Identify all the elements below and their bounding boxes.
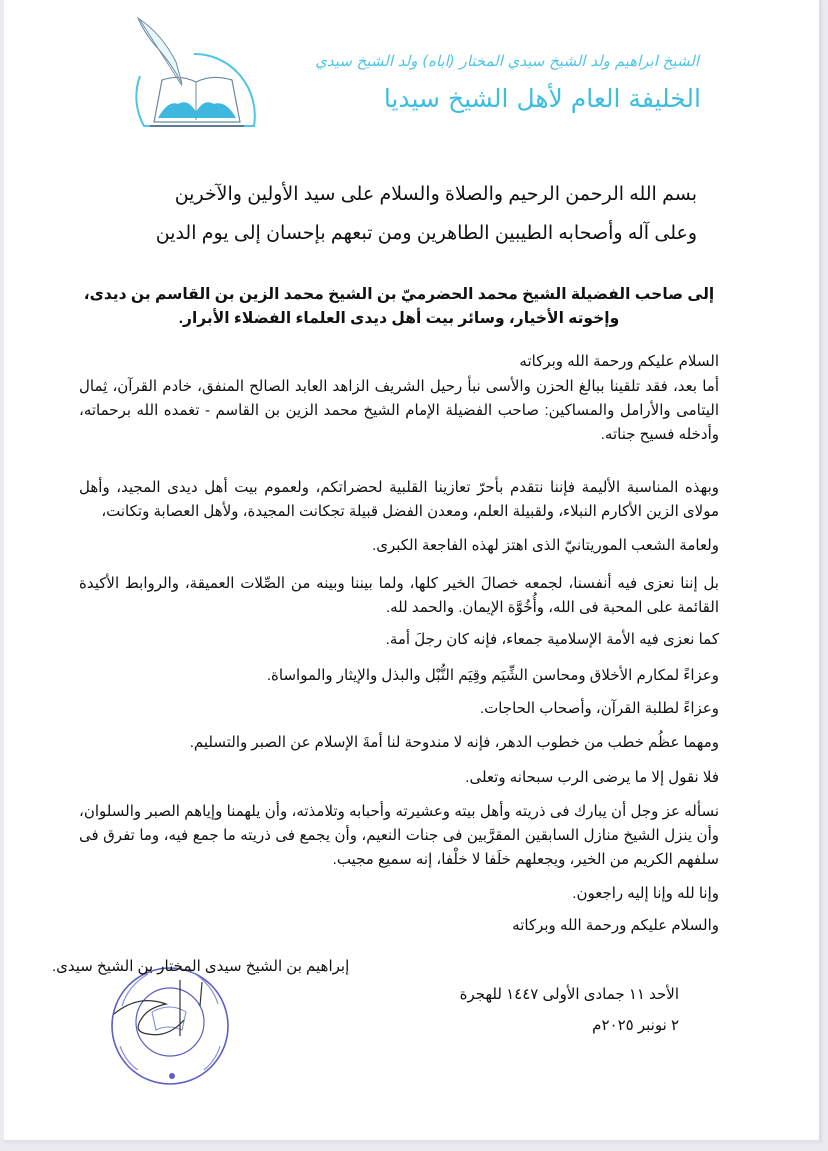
addressee: إلى صاحب الفضيلة الشيخ محمد الحضرميّ بن الشيخ محمد الزين بن القاسم بن ديدى، وإخوته الأخيار، وسائر بيت أهل ديدى العلماء الفضلاء الأبرار. bbox=[83, 286, 715, 327]
letter-page bbox=[4, 0, 821, 1142]
open-book-with-quill-icon bbox=[132, 14, 262, 132]
greeting: السلام عليكم ورحمة الله وبركاته bbox=[519, 353, 719, 370]
basmala-line-2: وعلى آله وأصحابه الطيبين الطاهرين ومن تبعهم بإحسان إلى يوم الدين bbox=[155, 223, 697, 244]
paragraph: نسأله عز وجل أن يبارك فى ذريته وأهل بيته وعشيرته وأحبابه وتلامذته، وأن يلهمنا وإياهم الصبر والسلوان، وأن ينزل الشيخ منازل السابقين المقرَّبين فى جنات النعيم، وأن يجمع فى ذريته ما جمع فيه، وما تفرق فى سلفهم الكريم من الخير، ويجعلهم خلَفا لا خلْفا، إنه سميع مجيب. bbox=[79, 803, 719, 868]
basmala-line-1: بسم الله الرحمن الرحيم والصلاة والسلام على سيد الأولين والآخرين bbox=[174, 184, 697, 205]
letterhead-title: الخليفة العام لأهل الشيخ سيديا bbox=[383, 84, 701, 113]
paragraph: فلا نقول إلا ما يرضى الرب سبحانه وتعلى. bbox=[465, 769, 719, 786]
letterhead-issuer-line: الشيخ ابراهيم ولد الشيخ سيدي المختار (اباه) ولد الشيخ سيدي bbox=[315, 52, 699, 70]
paragraph: بل إننا نعزى فيه أنفسنا، لجمعه خصالَ الخير كلها، ولما بيننا وبينه من الصِّلات العميقة، والروابط الأكيدة القائمة على المحبة فى الله، وأُخُوَّة الإيمان. والحمد لله. bbox=[79, 575, 719, 616]
paragraph: أما بعد، فقد تلقينا ببالغ الحزن والأسى نبأ رحيل الشريف الزاهد العابد الصالح المنفق، خادم القرآن، ثِمال اليتامى والأرامل والمساكين: صاحب الفضيلة الإمام الشيخ محمد الزين بن القاسم - تغمده الله برحماته، وأدخله فسيح جناته. bbox=[79, 378, 719, 443]
gregorian-date: ٢ نونبر ٢٠٢٥م bbox=[592, 1017, 679, 1034]
closing-greeting: والسلام عليكم ورحمة الله وبركاته bbox=[512, 917, 719, 934]
paragraph: وعزاءً لمكارم الأخلاق ومحاسن الشِّيَم وقِيَم النُّبْل والبذل والإيثار والمواساة. bbox=[266, 667, 719, 684]
hijri-date: الأحد ١١ جمادى الأولى ١٤٤٧ للهجرة bbox=[459, 986, 679, 1003]
paragraph: ولعامة الشعب الموريتانيّ الذى اهتز لهذه الفاجعة الكبرى. bbox=[372, 537, 719, 554]
paragraph: وإنا لله وإنا إليه راجعون. bbox=[572, 885, 719, 902]
signer-name: إبراهيم بن الشيخ سيدى المختار بن الشيخ سيدى. bbox=[52, 958, 350, 975]
paragraph: كما نعزى فيه الأمة الإسلامية جمعاء، فإنه كان رجلَ أمة. bbox=[385, 631, 719, 648]
paragraph: ومهما عظُم خطب من خطوب الدهر، فإنه لا مندوحة لنا أمةَ الإسلام عن الصبر والتسليم. bbox=[189, 734, 719, 751]
paragraph: وعزاءً لطلبة القرآن، وأصحاب الحاجات. bbox=[479, 700, 719, 717]
paragraph: وبهذه المناسبة الأليمة فإننا نتقدم بأحرّ تعازينا القلبية لحضراتكم، ولعموم بيت أهل ديدى المجيد، وأهل مولاى الزين الأكارم النبلاء، ولقبيلة العلم، ومعدن الفضل قبيلة تجكانت المجيدة، ولأهل العصابة وتكانت، bbox=[79, 479, 719, 520]
